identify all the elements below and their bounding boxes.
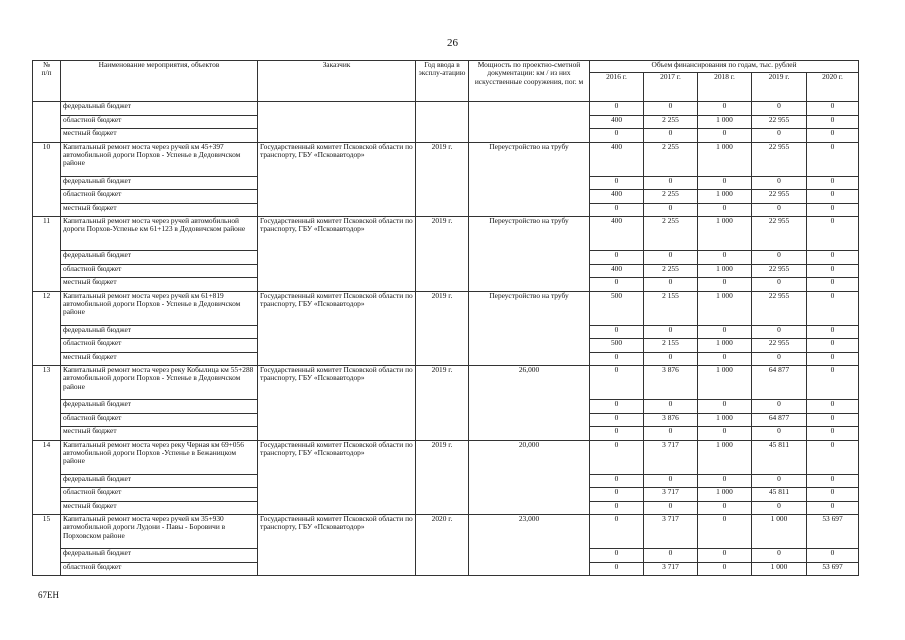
item-value: 3 717 xyxy=(644,515,698,549)
item-customer: Государственный комитет Псковской области по транспорту, ГБУ «Псковавтодор» xyxy=(258,142,416,217)
budget-value: 0 xyxy=(752,251,807,265)
table-body xyxy=(33,102,859,576)
budget-value: 0 xyxy=(590,400,644,414)
empty-cell xyxy=(416,102,469,143)
budget-value: 1 000 xyxy=(698,190,752,204)
budget-value: 1 000 xyxy=(752,562,807,576)
budget-label: федеральный бюджет xyxy=(61,102,258,116)
budget-value: 22 955 xyxy=(752,115,807,129)
budget-value: 0 xyxy=(644,501,698,515)
budget-label: областной бюджет xyxy=(61,339,258,353)
header-year: Год ввода в эксплу-атацию xyxy=(416,61,469,102)
item-capacity: 20,000 xyxy=(469,440,590,515)
item-value: 3 717 xyxy=(644,440,698,474)
budget-value: 22 955 xyxy=(752,339,807,353)
item-year: 2020 г. xyxy=(416,515,469,576)
budget-value: 0 xyxy=(590,549,644,563)
item-year: 2019 г. xyxy=(416,217,469,292)
budget-value: 0 xyxy=(807,203,859,217)
item-number: 11 xyxy=(33,217,61,292)
item-value: 0 xyxy=(807,440,859,474)
budget-label: областной бюджет xyxy=(61,488,258,502)
item-number: 15 xyxy=(33,515,61,576)
budget-value: 0 xyxy=(644,129,698,143)
budget-value: 0 xyxy=(698,251,752,265)
budget-label: областной бюджет xyxy=(61,413,258,427)
budget-value: 0 xyxy=(752,427,807,441)
budget-value: 0 xyxy=(644,549,698,563)
item-value: 400 xyxy=(590,217,644,251)
budget-value: 0 xyxy=(698,427,752,441)
budget-value: 0 xyxy=(590,102,644,116)
item-customer: Государственный комитет Псковской области по транспорту, ГБУ «Псковавтодор» xyxy=(258,515,416,576)
budget-value: 0 xyxy=(698,176,752,190)
item-name: Капитальный ремонт моста через ручей км 45+397 автомобильной дороги Порхов - Успенье в Дедовичском районе xyxy=(61,142,258,176)
empty-cell xyxy=(258,102,416,143)
budget-value: 3 717 xyxy=(644,562,698,576)
budget-label: федеральный бюджет xyxy=(61,474,258,488)
item-value: 3 876 xyxy=(644,366,698,400)
budget-value: 0 xyxy=(807,278,859,292)
budget-value: 0 xyxy=(807,413,859,427)
budget-value: 2 255 xyxy=(644,190,698,204)
budget-value: 1 000 xyxy=(698,339,752,353)
item-year: 2019 г. xyxy=(416,440,469,515)
item-capacity: 23,000 xyxy=(469,515,590,576)
budget-value: 0 xyxy=(590,488,644,502)
page-number: 26 xyxy=(447,37,458,49)
budget-value: 0 xyxy=(807,549,859,563)
item-value: 0 xyxy=(807,366,859,400)
funding-table xyxy=(32,60,859,576)
budget-value: 0 xyxy=(590,251,644,265)
budget-value: 0 xyxy=(807,102,859,116)
budget-value: 0 xyxy=(698,400,752,414)
item-value: 1 000 xyxy=(698,142,752,176)
budget-label: федеральный бюджет xyxy=(61,549,258,563)
budget-value: 0 xyxy=(698,352,752,366)
budget-value: 0 xyxy=(698,278,752,292)
budget-value: 22 955 xyxy=(752,190,807,204)
budget-value: 0 xyxy=(590,129,644,143)
budget-value: 0 xyxy=(590,203,644,217)
budget-value: 0 xyxy=(807,176,859,190)
budget-value: 0 xyxy=(698,501,752,515)
budget-value: 0 xyxy=(644,427,698,441)
budget-value: 1 000 xyxy=(698,115,752,129)
budget-value: 0 xyxy=(752,325,807,339)
item-value: 0 xyxy=(807,217,859,251)
budget-value: 0 xyxy=(807,264,859,278)
budget-label: местный бюджет xyxy=(61,203,258,217)
item-value: 500 xyxy=(590,291,644,325)
budget-label: областной бюджет xyxy=(61,115,258,129)
item-value: 1 000 xyxy=(698,291,752,325)
budget-value: 0 xyxy=(752,102,807,116)
item-value: 64 877 xyxy=(752,366,807,400)
empty-cell xyxy=(469,102,590,143)
budget-value: 0 xyxy=(644,251,698,265)
item-value: 0 xyxy=(698,515,752,549)
item-customer: Государственный комитет Псковской области по транспорту, ГБУ «Псковавтодор» xyxy=(258,217,416,292)
table-row xyxy=(33,515,859,549)
budget-value: 0 xyxy=(807,488,859,502)
budget-value: 0 xyxy=(590,325,644,339)
item-value: 22 955 xyxy=(752,291,807,325)
budget-label: областной бюджет xyxy=(61,264,258,278)
budget-value: 0 xyxy=(752,278,807,292)
budget-value: 2 155 xyxy=(644,339,698,353)
item-number: 12 xyxy=(33,291,61,366)
item-name: Капитальный ремонт моста через реку Черная км 69+056 автомобильной дороги Порхов -Успенье в Бежаницком районе xyxy=(61,440,258,474)
item-capacity: 26,000 xyxy=(469,366,590,441)
item-number: 13 xyxy=(33,366,61,441)
budget-value: 0 xyxy=(590,413,644,427)
budget-value: 64 877 xyxy=(752,413,807,427)
item-capacity: Переустройство на трубу xyxy=(469,142,590,217)
budget-label: областной бюджет xyxy=(61,190,258,204)
item-value: 1 000 xyxy=(698,217,752,251)
budget-value: 0 xyxy=(752,129,807,143)
header-name: Наименование мероприятия, объектов xyxy=(61,61,258,102)
item-customer: Государственный комитет Псковской области по транспорту, ГБУ «Псковавтодор» xyxy=(258,440,416,515)
table-row xyxy=(33,440,859,474)
table-row xyxy=(33,366,859,400)
item-value: 2 255 xyxy=(644,142,698,176)
item-value: 1 000 xyxy=(698,366,752,400)
budget-value: 0 xyxy=(644,102,698,116)
budget-value: 0 xyxy=(807,400,859,414)
budget-value: 0 xyxy=(644,325,698,339)
budget-value: 400 xyxy=(590,115,644,129)
budget-value: 0 xyxy=(698,549,752,563)
item-value: 1 000 xyxy=(698,440,752,474)
budget-value: 0 xyxy=(752,501,807,515)
item-value: 2 155 xyxy=(644,291,698,325)
item-name: Капитальный ремонт моста через реку Кобылица км 55+288 автомобильной дороги Порхов - Успенье в Дедовичском районе xyxy=(61,366,258,400)
budget-value: 1 000 xyxy=(698,488,752,502)
header-capacity: Мощность по проектно-сметной документации: км / из них искусственные сооружения, пог. м xyxy=(469,61,590,102)
budget-value: 2 255 xyxy=(644,115,698,129)
budget-value: 0 xyxy=(644,400,698,414)
budget-value: 0 xyxy=(807,251,859,265)
budget-value: 0 xyxy=(807,129,859,143)
budget-value: 2 255 xyxy=(644,264,698,278)
budget-value: 0 xyxy=(807,352,859,366)
budget-value: 0 xyxy=(807,190,859,204)
item-value: 0 xyxy=(807,142,859,176)
budget-value: 0 xyxy=(752,203,807,217)
footer-code: 67ЕН xyxy=(38,590,59,600)
budget-value: 1 000 xyxy=(698,413,752,427)
table-header xyxy=(33,61,859,102)
budget-value: 1 000 xyxy=(698,264,752,278)
item-name: Капитальный ремонт моста через ручей км 61+819 автомобильной дороги Порхов - Успенье в Дедовичском районе xyxy=(61,291,258,325)
item-value: 0 xyxy=(807,291,859,325)
budget-value: 53 697 xyxy=(807,562,859,576)
budget-value: 3 717 xyxy=(644,488,698,502)
header-year-2016: 2016 г. xyxy=(590,73,644,102)
budget-value: 0 xyxy=(644,352,698,366)
item-year: 2019 г. xyxy=(416,142,469,217)
budget-value: 0 xyxy=(590,278,644,292)
budget-label: областной бюджет xyxy=(61,562,258,576)
budget-value: 0 xyxy=(752,549,807,563)
budget-value: 45 811 xyxy=(752,488,807,502)
budget-value: 0 xyxy=(590,352,644,366)
budget-value: 0 xyxy=(698,203,752,217)
item-value: 45 811 xyxy=(752,440,807,474)
item-capacity: Переустройство на трубу xyxy=(469,217,590,292)
budget-value: 0 xyxy=(807,427,859,441)
budget-value: 0 xyxy=(807,474,859,488)
budget-row xyxy=(33,102,859,116)
budget-value: 0 xyxy=(644,278,698,292)
budget-label: федеральный бюджет xyxy=(61,400,258,414)
budget-label: местный бюджет xyxy=(61,427,258,441)
header-number: № п/п xyxy=(33,61,61,102)
budget-value: 0 xyxy=(807,501,859,515)
budget-value: 0 xyxy=(807,115,859,129)
budget-value: 3 876 xyxy=(644,413,698,427)
budget-value: 0 xyxy=(698,325,752,339)
budget-value: 0 xyxy=(698,129,752,143)
budget-value: 0 xyxy=(698,562,752,576)
header-year-2018: 2018 г. xyxy=(698,73,752,102)
item-value: 22 955 xyxy=(752,142,807,176)
budget-value: 0 xyxy=(698,474,752,488)
header-year-2020: 2020 г. xyxy=(807,73,859,102)
item-value: 400 xyxy=(590,142,644,176)
table-row xyxy=(33,217,859,251)
item-name: Капитальный ремонт моста через ручей км 35+930 автомобильной дороги Лудони - Павы - Боровичи в Порховском районе xyxy=(61,515,258,549)
budget-label: федеральный бюджет xyxy=(61,325,258,339)
budget-value: 22 955 xyxy=(752,264,807,278)
budget-label: местный бюджет xyxy=(61,278,258,292)
header-funding: Объем финансирования по годам, тыс. рублей xyxy=(590,61,859,73)
budget-value: 0 xyxy=(590,474,644,488)
budget-label: местный бюджет xyxy=(61,352,258,366)
header-customer: Заказчик xyxy=(258,61,416,102)
budget-value: 0 xyxy=(752,400,807,414)
header-year-2017: 2017 г. xyxy=(644,73,698,102)
empty-cell xyxy=(33,102,61,143)
budget-value: 0 xyxy=(590,176,644,190)
budget-label: местный бюджет xyxy=(61,129,258,143)
item-customer: Государственный комитет Псковской области по транспорту, ГБУ «Псковавтодор» xyxy=(258,291,416,366)
budget-value: 400 xyxy=(590,264,644,278)
budget-value: 0 xyxy=(752,352,807,366)
budget-value: 0 xyxy=(807,339,859,353)
budget-value: 400 xyxy=(590,190,644,204)
item-capacity: Переустройство на трубу xyxy=(469,291,590,366)
item-value: 2 255 xyxy=(644,217,698,251)
item-number: 10 xyxy=(33,142,61,217)
item-value: 0 xyxy=(590,366,644,400)
budget-value: 0 xyxy=(752,474,807,488)
budget-value: 0 xyxy=(644,474,698,488)
item-value: 0 xyxy=(590,515,644,549)
budget-value: 0 xyxy=(590,501,644,515)
budget-value: 0 xyxy=(590,562,644,576)
item-value: 0 xyxy=(590,440,644,474)
header-year-2019: 2019 г. xyxy=(752,73,807,102)
budget-label: федеральный бюджет xyxy=(61,251,258,265)
item-value: 22 955 xyxy=(752,217,807,251)
budget-value: 0 xyxy=(644,203,698,217)
budget-value: 0 xyxy=(698,102,752,116)
item-year: 2019 г. xyxy=(416,366,469,441)
item-name: Капитальный ремонт моста через ручей автомобильной дороги Порхов-Успенье км 61+123 в Дедовичском районе xyxy=(61,217,258,251)
item-value: 1 000 xyxy=(752,515,807,549)
budget-value: 0 xyxy=(752,176,807,190)
table-row xyxy=(33,291,859,325)
item-number: 14 xyxy=(33,440,61,515)
budget-label: местный бюджет xyxy=(61,501,258,515)
budget-value: 0 xyxy=(590,427,644,441)
budget-value: 0 xyxy=(644,176,698,190)
budget-value: 500 xyxy=(590,339,644,353)
budget-label: федеральный бюджет xyxy=(61,176,258,190)
item-year: 2019 г. xyxy=(416,291,469,366)
budget-value: 0 xyxy=(807,325,859,339)
item-customer: Государственный комитет Псковской области по транспорту, ГБУ «Псковавтодор» xyxy=(258,366,416,441)
item-value: 53 697 xyxy=(807,515,859,549)
table-row xyxy=(33,142,859,176)
